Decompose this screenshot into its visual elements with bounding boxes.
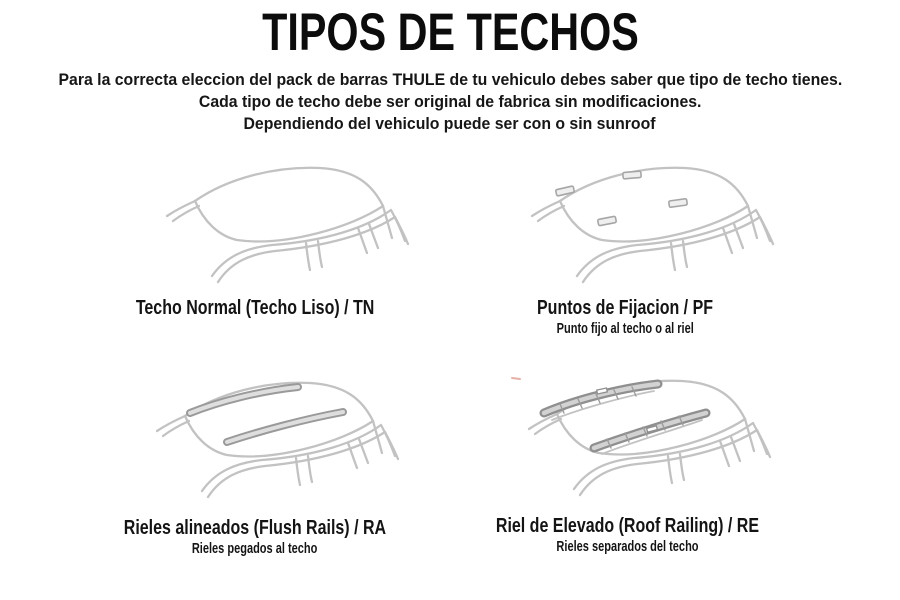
- flush-rails: [190, 387, 343, 442]
- page-title: TIPOS DE TECHOS: [261, 3, 639, 62]
- pf-label: Puntos de Fijacion / PF: [536, 297, 714, 319]
- intro-line-1: Para la correcta eleccion del pack de barras THULE de tu vehiculo debes saber que tipo de techo tienes.: [58, 70, 842, 89]
- intro-text: [0, 69, 900, 135]
- pf-sublabel: Punto fijo al techo o al riel: [556, 321, 694, 337]
- flush-rails-roof-illustration: [110, 368, 450, 518]
- normal-roof-illustration: [120, 153, 460, 303]
- tn-label: Techo Normal (Techo Liso) / TN: [135, 297, 375, 319]
- ra-label: Rieles alineados (Flush Rails) / RA: [123, 517, 387, 539]
- re-label: Riel de Elevado (Roof Railing) / RE: [495, 515, 760, 537]
- intro-line-3: Dependiendo del vehiculo puede ser con o sin sunroof: [243, 114, 656, 133]
- stray-red-mark: [512, 378, 520, 379]
- intro-line-2: Cada tipo de techo debe ser original de fabrica sin modificaciones.: [198, 92, 702, 111]
- roof-type-ra-caption: [55, 516, 455, 558]
- ra-sublabel: Rieles pegados al techo: [192, 541, 318, 557]
- fixation-points-roof-illustration: [485, 153, 825, 303]
- roof-type-pf-caption: [440, 296, 810, 338]
- re-sublabel: Rieles separados del techo: [556, 539, 699, 555]
- fixation-pads: [556, 171, 688, 226]
- raised-rails-roof-illustration: [482, 366, 822, 516]
- roof-type-re-caption: [440, 514, 815, 556]
- roof-type-tn-caption: [55, 296, 455, 320]
- raised-rails: [512, 378, 706, 454]
